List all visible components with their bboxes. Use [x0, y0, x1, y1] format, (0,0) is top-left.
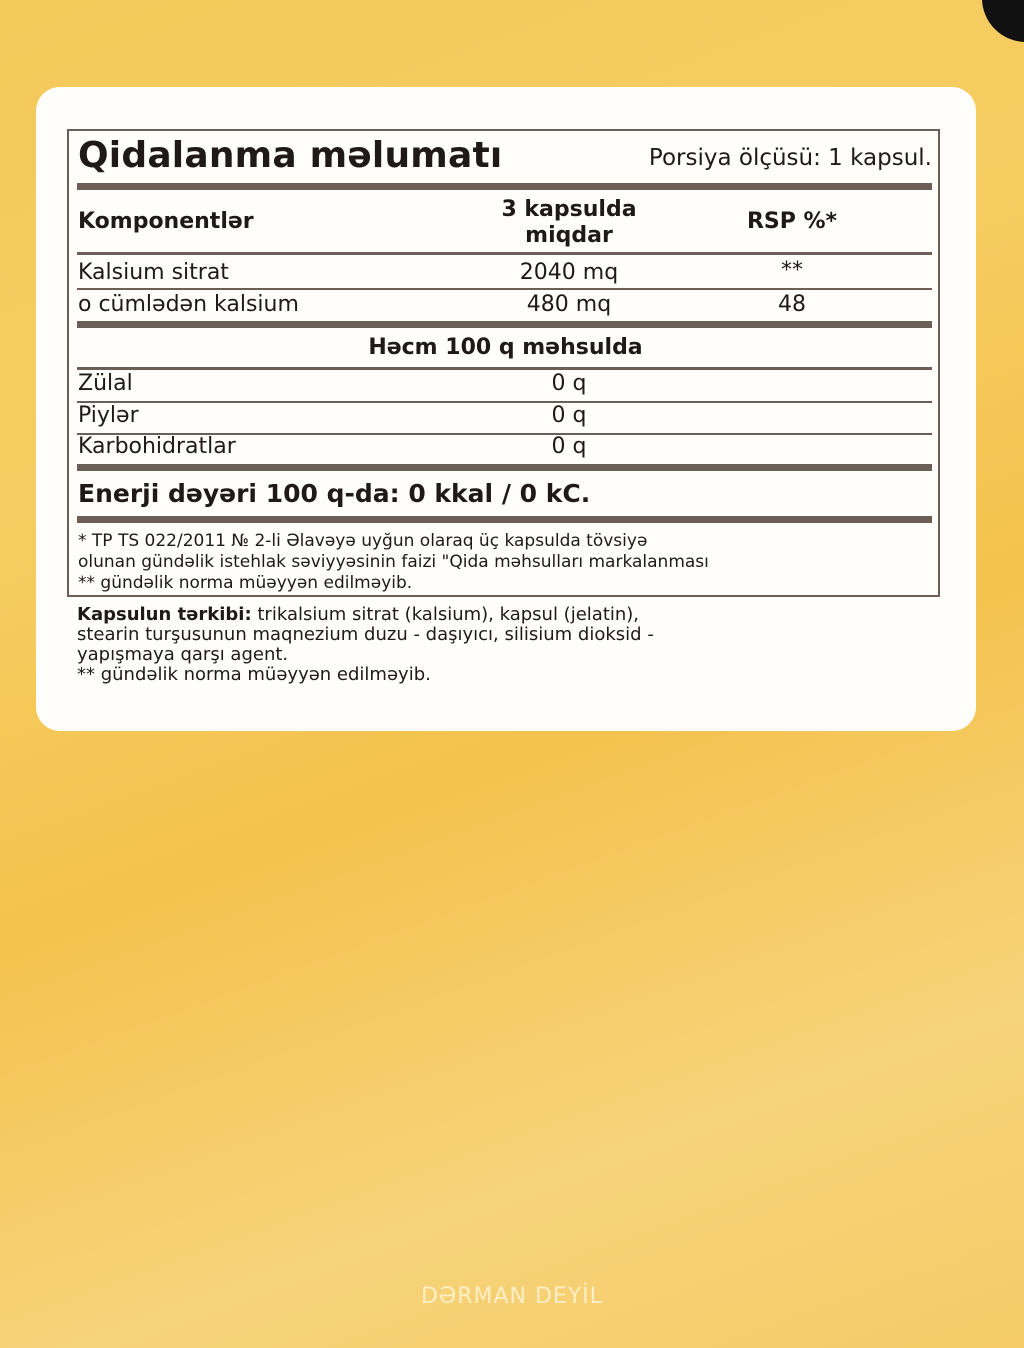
nutrition-facts-table [67, 129, 940, 597]
per-100g-header: Həcm 100 q məhsulda [368, 335, 643, 360]
divider-thick [77, 516, 932, 523]
row-name-calcium-citrate: Kalsium sitrat [78, 260, 229, 285]
column-header-amount [449, 197, 689, 249]
composition-heading: Kapsulun tərkibi: [77, 604, 252, 625]
row-name-fats: Piylər [78, 403, 139, 428]
divider [77, 288, 932, 290]
row-name-calcium: o cümlədən kalsium [78, 292, 299, 317]
divider-thick [77, 183, 932, 190]
footnote-line: ** gündəlik norma müəyyən edilməyib. [78, 573, 413, 593]
footnote-line: olunan gündəlik istehlak səviyyəsinin faizi "Qida məhsulları markalanması [78, 552, 709, 572]
row-name-protein: Zülal [78, 371, 133, 396]
divider-thick [77, 464, 932, 471]
composition-line: ** gündəlik norma müəyyən edilməyib. [77, 664, 431, 685]
composition-line: yapışmaya qarşı agent. [77, 644, 289, 665]
row-rsp-calcium: 48 [778, 292, 806, 317]
footnote-line: * TP TS 022/2011 № 2-li Əlavəyə uyğun olaraq üç kapsulda tövsiyə [78, 531, 648, 551]
composition-line: stearin turşusunun maqnezium duzu - daşıyıcı, silisium dioksid - [77, 624, 654, 645]
column-header-amount-line2: miqdar [525, 223, 613, 248]
serving-size: Porsiya ölçüsü: 1 kapsul. [648, 145, 932, 171]
row-amount-calcium-citrate: 2040 mq [519, 260, 619, 285]
capsule-composition [77, 605, 654, 685]
row-rsp-calcium-citrate: ** [781, 258, 803, 283]
row-amount-calcium: 480 mq [526, 292, 612, 317]
row-amount-fats: 0 q [551, 403, 587, 428]
row-amount-protein: 0 q [551, 371, 587, 396]
label-title: Qidalanma məlumatı [78, 135, 503, 176]
row-name-carbohydrates: Karbohidratlar [78, 434, 236, 459]
divider [77, 367, 932, 370]
energy-value: Enerji dəyəri 100 q-da: 0 kkal / 0 kC. [78, 479, 591, 508]
column-header-component: Komponentlər [78, 209, 254, 234]
divider-thick [77, 321, 932, 328]
column-header-rsp: RSP %* [746, 209, 838, 234]
not-medicine-mark: DƏRMAN DEYİL [420, 1284, 604, 1309]
divider [77, 252, 932, 255]
composition-text: trikalsium sitrat (kalsium), kapsul (jelatin), [251, 604, 640, 625]
label-card [36, 87, 976, 731]
composition-line [77, 605, 654, 625]
column-header-amount-line1: 3 kapsulda [501, 197, 637, 222]
row-amount-carbohydrates: 0 q [551, 434, 587, 459]
